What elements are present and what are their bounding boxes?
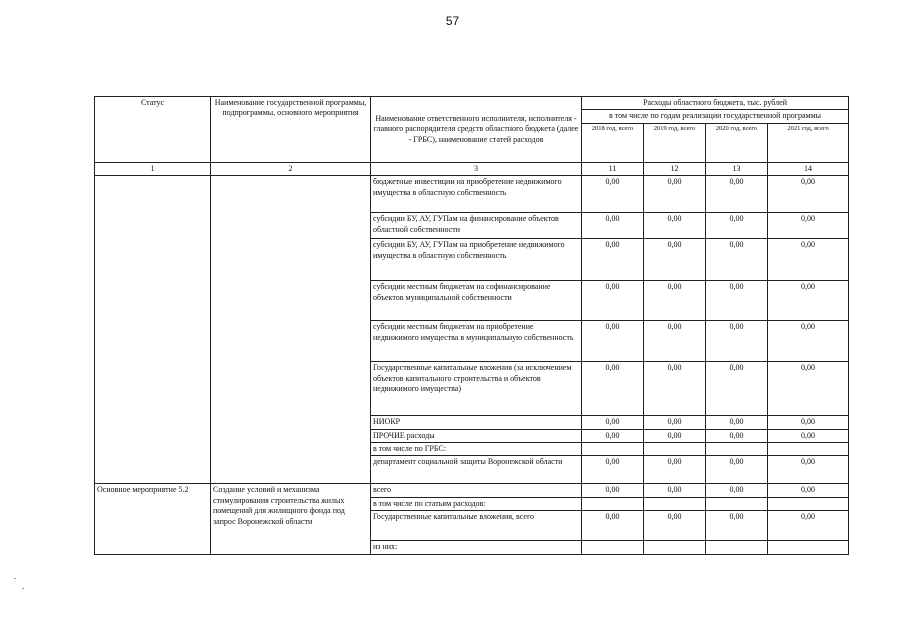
- value-2018: [582, 497, 644, 510]
- value-2020: 0,00: [706, 176, 768, 213]
- value-2021: 0,00: [768, 511, 849, 541]
- column-number: 14: [768, 162, 849, 175]
- value-2019: 0,00: [644, 362, 706, 416]
- value-2018: 0,00: [582, 213, 644, 239]
- column-number: 2: [211, 162, 371, 175]
- value-2021: 0,00: [768, 239, 849, 281]
- value-2021: 0,00: [768, 213, 849, 239]
- value-2019: 0,00: [644, 176, 706, 213]
- value-2020: 0,00: [706, 511, 768, 541]
- value-2021: [768, 442, 849, 455]
- program-cell-empty: [211, 176, 371, 484]
- value-2019: 0,00: [644, 239, 706, 281]
- expense-item-label: в том числе по статьям расходов:: [371, 497, 582, 510]
- value-2018: 0,00: [582, 281, 644, 321]
- column-number: 3: [371, 162, 582, 175]
- column-number: 13: [706, 162, 768, 175]
- header-executor: Наименование ответственного исполнителя, исполнителя - главного распорядителя средств областного бюджета (далее - ГРБС), наименование статей расходов: [371, 97, 582, 163]
- expense-item-label: Государственные капитальные вложения (за исключением объектов капитального строительства и объектов недвижимого имущества): [371, 362, 582, 416]
- value-2019: 0,00: [644, 213, 706, 239]
- value-2019: 0,00: [644, 429, 706, 442]
- status-cell-empty: [95, 176, 211, 484]
- value-2020: 0,00: [706, 416, 768, 429]
- expense-item-label: в том числе по ГРБС:: [371, 442, 582, 455]
- value-2021: 0,00: [768, 484, 849, 497]
- value-2018: 0,00: [582, 239, 644, 281]
- header-year-2019: 2019 год, всего: [644, 123, 706, 162]
- value-2018: [582, 541, 644, 554]
- value-2020: 0,00: [706, 429, 768, 442]
- value-2020: 0,00: [706, 484, 768, 497]
- expense-item-label: Государственные капитальные вложения, всего: [371, 511, 582, 541]
- value-2020: 0,00: [706, 456, 768, 484]
- expense-item-label: субсидии БУ, АУ, ГУПам на финансирование объектов областной собственности: [371, 213, 582, 239]
- value-2020: [706, 442, 768, 455]
- expense-item-label: субсидии БУ, АУ, ГУПам на приобретение недвижимого имущества в областную собственность: [371, 239, 582, 281]
- expense-item-label: субсидии местным бюджетам на приобретение недвижимого имущества в муниципальную собственность: [371, 321, 582, 362]
- header-year-2018: 2018 год, всего: [582, 123, 644, 162]
- column-number: 11: [582, 162, 644, 175]
- expense-item-label: ПРОЧИЕ расходы: [371, 429, 582, 442]
- value-2018: 0,00: [582, 321, 644, 362]
- value-2018: 0,00: [582, 484, 644, 497]
- value-2018: [582, 442, 644, 455]
- value-2021: 0,00: [768, 416, 849, 429]
- header-program-name: Наименование государственной программы, подпрограммы, основного мероприятия: [211, 97, 371, 163]
- header-status: Статус: [95, 97, 211, 163]
- value-2021: 0,00: [768, 429, 849, 442]
- value-2018: 0,00: [582, 429, 644, 442]
- value-2021: 0,00: [768, 321, 849, 362]
- value-2020: 0,00: [706, 239, 768, 281]
- value-2019: 0,00: [644, 511, 706, 541]
- expense-item-label: из них:: [371, 541, 582, 554]
- value-2021: 0,00: [768, 176, 849, 213]
- value-2019: 0,00: [644, 281, 706, 321]
- value-2020: 0,00: [706, 321, 768, 362]
- value-2020: [706, 541, 768, 554]
- value-2018: 0,00: [582, 456, 644, 484]
- expense-item-label: департамент социальной защиты Воронежской области: [371, 456, 582, 484]
- budget-table: [94, 96, 849, 555]
- column-numbers-row: [95, 162, 849, 175]
- value-2019: 0,00: [644, 416, 706, 429]
- header-year-2021: 2021 год, всего: [768, 123, 849, 162]
- scan-speck: [22, 588, 24, 589]
- scan-speck: [14, 578, 16, 579]
- header-expenses: Расходы областного бюджета, тыс. рублей: [582, 97, 849, 110]
- value-2019: 0,00: [644, 456, 706, 484]
- expense-item-label: субсидии местным бюджетам на софинансирование объектов муниципальной собственности: [371, 281, 582, 321]
- value-2018: 0,00: [582, 511, 644, 541]
- value-2020: 0,00: [706, 281, 768, 321]
- page-number: 57: [445, 14, 460, 28]
- activity-name: Создание условий и механизма стимулирования строительства жилых помещений для жилищного фонда под запрос Воронежской области: [211, 484, 371, 554]
- value-2020: [706, 497, 768, 510]
- column-number: 1: [95, 162, 211, 175]
- header-year-2020: 2020 год, всего: [706, 123, 768, 162]
- table-row: [95, 176, 849, 213]
- expense-item-label: всего: [371, 484, 582, 497]
- value-2021: 0,00: [768, 456, 849, 484]
- value-2021: [768, 541, 849, 554]
- value-2020: 0,00: [706, 213, 768, 239]
- value-2019: [644, 541, 706, 554]
- activity-status: Основное мероприятие 5.2: [95, 484, 211, 554]
- value-2021: 0,00: [768, 281, 849, 321]
- header-by-years: в том числе по годам реализации государственной программы: [582, 110, 849, 123]
- table-row: [95, 484, 849, 497]
- value-2018: 0,00: [582, 362, 644, 416]
- value-2019: 0,00: [644, 484, 706, 497]
- value-2019: 0,00: [644, 321, 706, 362]
- expense-item-label: бюджетные инвестиции на приобретение недвижимого имущества в областную собственность: [371, 176, 582, 213]
- value-2019: [644, 442, 706, 455]
- value-2018: 0,00: [582, 416, 644, 429]
- value-2020: 0,00: [706, 362, 768, 416]
- expense-item-label: НИОКР: [371, 416, 582, 429]
- value-2018: 0,00: [582, 176, 644, 213]
- value-2021: 0,00: [768, 362, 849, 416]
- value-2021: [768, 497, 849, 510]
- column-number: 12: [644, 162, 706, 175]
- value-2019: [644, 497, 706, 510]
